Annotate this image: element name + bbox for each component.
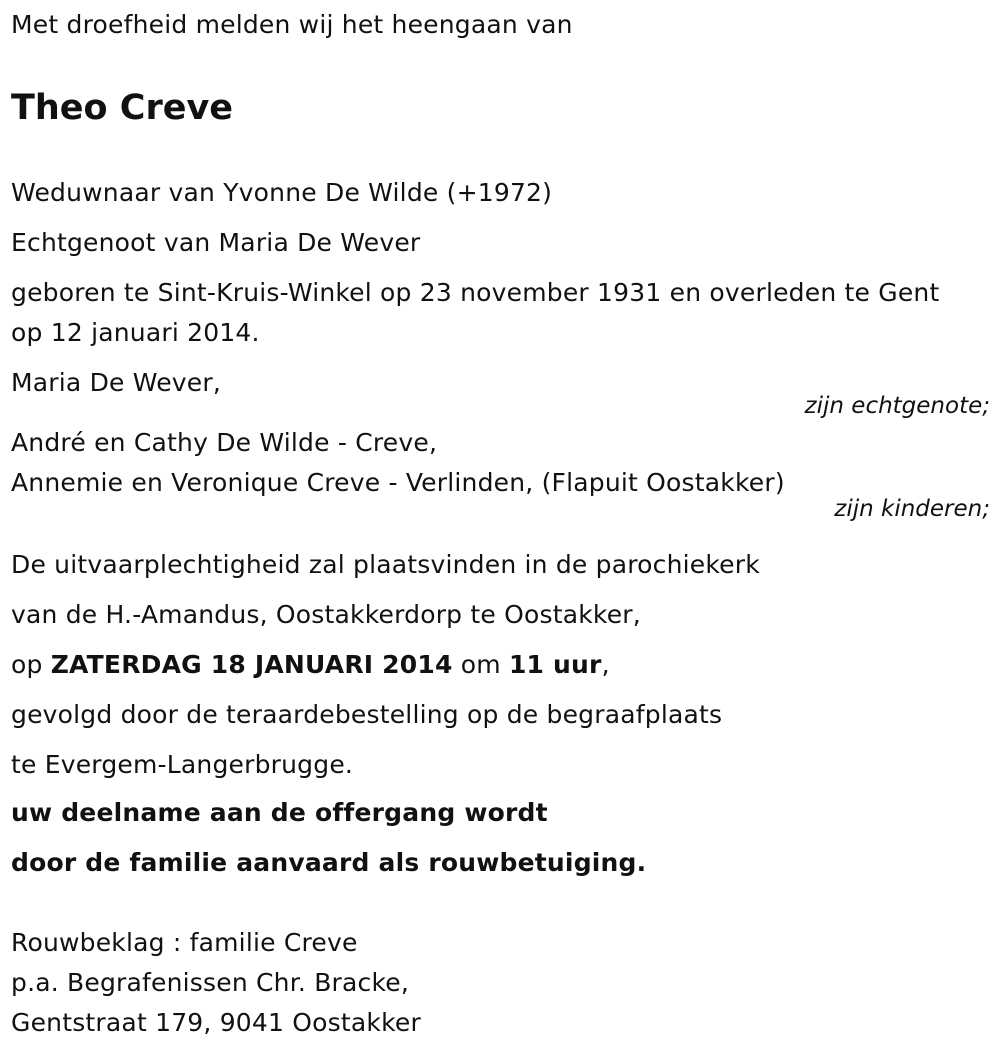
child-line-1: André en Cathy De Wilde - Creve,: [11, 428, 438, 457]
funeral-line-5: te Evergem-Langerbrugge.: [11, 750, 354, 779]
spouse-line: Echtgenoot van Maria De Wever: [11, 228, 421, 257]
time-suffix: ,: [601, 650, 610, 679]
intro-text: Met droefheid melden wij het heengaan van: [11, 10, 573, 39]
deceased-name: Theo Creve: [11, 88, 233, 128]
widower-line: Weduwnaar van Yvonne De Wilde (+1972): [11, 178, 553, 207]
child-line-2: Annemie en Veronique Creve - Verlinden, (Flapuit Oostakker): [11, 468, 785, 497]
time-prefix: om: [460, 650, 501, 679]
date-prefix: op: [11, 650, 43, 679]
funeral-date: ZATERDAG 18 JANUARI 2014: [50, 650, 453, 679]
birth-death-line-1: geboren te Sint-Kruis-Winkel op 23 november 1931 en overleden te Gent: [11, 278, 940, 307]
funeral-line-1: De uitvaarplechtigheid zal plaatsvinden in de parochiekerk: [11, 550, 760, 579]
offering-line-1: uw deelname aan de offergang wordt: [11, 798, 548, 827]
funeral-line-4: gevolgd door de teraardebestelling op de begraafplaats: [11, 700, 723, 729]
offering-line-2: door de familie aanvaard als rouwbetuiging.: [11, 848, 647, 877]
funeral-line-2: van de H.-Amandus, Oostakkerdorp te Oostakker,: [11, 600, 641, 629]
contact-line-1: Rouwbeklag : familie Creve: [11, 928, 358, 957]
children-role: zijn kinderen;: [834, 496, 990, 522]
contact-line-2: p.a. Begrafenissen Chr. Bracke,: [11, 968, 410, 997]
partner-role: zijn echtgenote;: [804, 393, 990, 419]
funeral-date-line: [11, 650, 610, 680]
funeral-time: 11 uur: [508, 650, 602, 679]
birth-death-line-2: op 12 januari 2014.: [11, 318, 260, 347]
contact-line-3: Gentstraat 179, 9041 Oostakker: [11, 1008, 421, 1037]
partner-name: Maria De Wever,: [11, 368, 221, 397]
